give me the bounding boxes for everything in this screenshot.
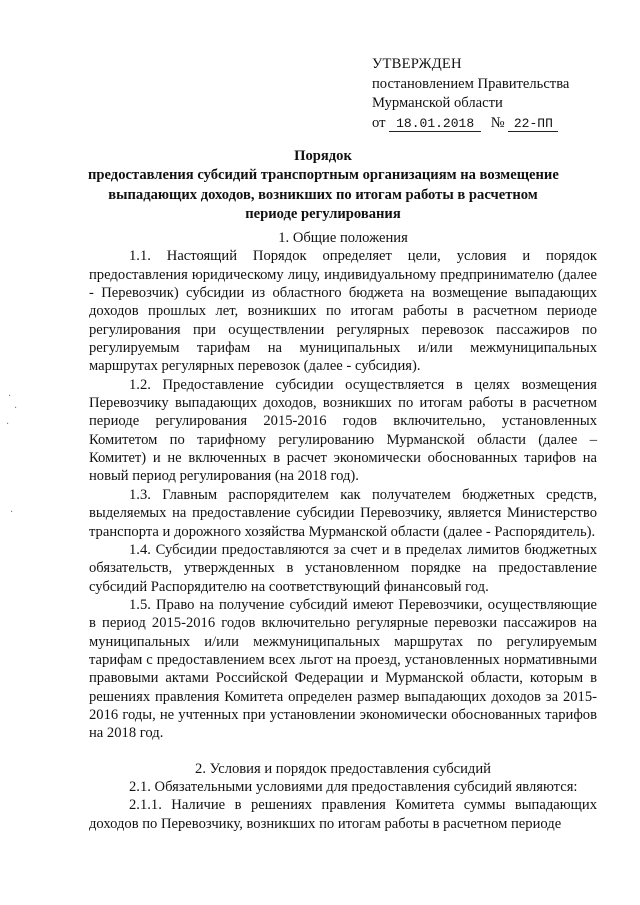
section-heading-1: 1. Общие положения bbox=[278, 230, 408, 246]
paragraph-1-2: 1.2. Предоставление субсидии осуществляется в целях возмещения Перевозчику выпадающих доходов, возникших по итогам работы в расчетном периоде регулирования 2015-2016 годов включительно, установленных Комитетом по тарифному регулированию Мурманской области (далее – Комитет) и не включенных в расчет экономически обоснованных тарифов на новый период регулирования (на 2018 год). bbox=[89, 376, 597, 485]
approval-heading: УТВЕРЖДЕН bbox=[372, 56, 462, 72]
scan-speck: · bbox=[14, 403, 18, 414]
scan-speck: · bbox=[8, 391, 12, 402]
title-line-3: выпадающих доходов, возникших по итогам работы в расчетном bbox=[108, 186, 538, 203]
paragraph-1-4: 1.4. Субсидии предоставляются за счет и в пределах лимитов бюджетных обязательств, утвержденных в установленном порядке на предоставление субсидий Распорядителю на соответствующий финансовый год. bbox=[89, 541, 597, 595]
document-title bbox=[88, 147, 558, 225]
scan-speck: · bbox=[6, 419, 10, 430]
document-body bbox=[89, 229, 597, 833]
section-heading-2: 2. Условия и порядок предоставления субсидий bbox=[195, 760, 491, 777]
paragraph-1-5: 1.5. Право на получение субсидий имеют Перевозчики, осуществляющие в период 2015-2016 годов включительно регулярные перевозки пассажиров на муниципальных и/или межмуниципальных маршрутах по регулируемым тарифам с предоставлением всех льгот на проезд, установленных нормативными правовыми актами Российской Федерации и Мурманской области, которым в решениях правления Комитета определен размер выпадающих доходов за 2015-2016 годы, не учтенных при установлении экономически обоснованных тарифов на 2018 год. bbox=[89, 596, 597, 742]
scan-speck: · bbox=[10, 507, 14, 518]
approval-block bbox=[372, 55, 569, 133]
approval-number: 22-ПП bbox=[508, 116, 558, 132]
paragraph-2-1-1: 2.1.1. Наличие в решениях правления Комитета суммы выпадающих доходов по Перевозчику, возникших по итогам работы в расчетном периоде bbox=[89, 797, 597, 832]
title-line-1: Порядок bbox=[294, 148, 352, 164]
paragraph-2-1: 2.1. Обязательными условиями для предоставления субсидий являются: bbox=[129, 778, 578, 795]
approval-line-1: постановлением Правительства bbox=[372, 75, 570, 92]
title-line-2: предоставления субсидий транспортным организациям на возмещение bbox=[88, 167, 559, 184]
paragraph-1-1: 1.1. Настоящий Порядок определяет цели, условия и порядок предоставления юридическому лицу, индивидуальному предпринимателю (далее - Перевозчик) субсидии из областного бюджета на возмещение выпадающих доходов прошлых лет, возникших по итогам работы в расчетном периоде регулирования при осуществлении регулярных перевозок пассажиров по регулируемым тарифам на муниципальных и/или межмуниципальных маршрутах регулярных перевозок (далее - субсидия). bbox=[89, 248, 597, 375]
approval-line-2: Мурманской области bbox=[372, 95, 503, 111]
approval-date-line bbox=[372, 114, 569, 134]
title-line-4: периоде регулирования bbox=[245, 206, 401, 223]
paragraph-1-3: 1.3. Главным распорядителем как получателем бюджетных средств, выделяемых на предоставление субсидии Перевозчику, является Министерство транспорта и дорожного хозяйства Мурманской области (далее - Распорядитель). bbox=[89, 486, 597, 540]
number-sign: № bbox=[490, 114, 505, 131]
approval-date: 18.01.2018 bbox=[389, 116, 481, 132]
section-gap bbox=[89, 743, 597, 760]
date-prefix: от bbox=[372, 114, 386, 131]
